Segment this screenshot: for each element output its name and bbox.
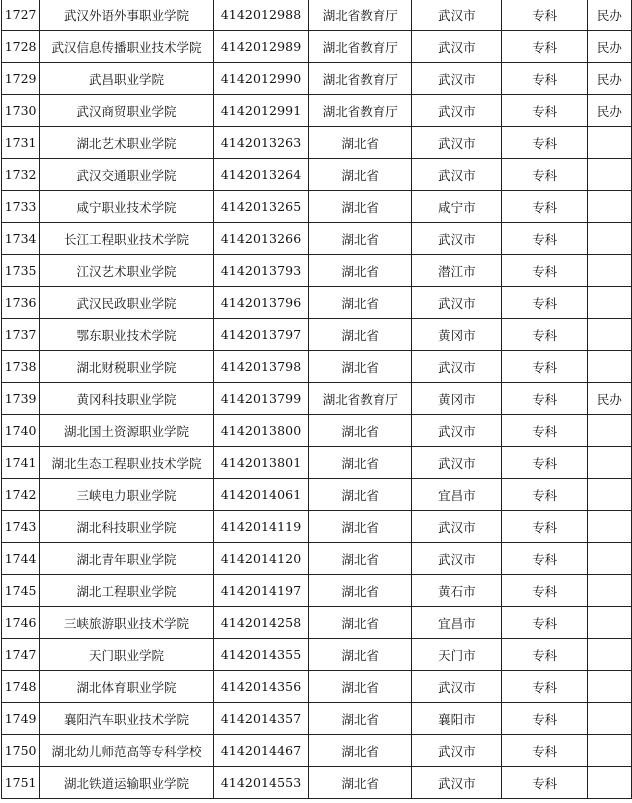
- school-code-cell: 4142014120: [213, 543, 308, 575]
- school-name-cell: 湖北铁道运输职业学院: [40, 767, 214, 799]
- row-number-cell: 1750: [2, 735, 40, 767]
- table-row: [2, 767, 632, 799]
- remark-cell: [587, 447, 631, 479]
- table-row: [2, 191, 632, 223]
- school-name-cell: 湖北工程职业学院: [40, 575, 214, 607]
- school-name-cell: 武汉外语外事职业学院: [40, 0, 214, 31]
- row-number-cell: 1734: [2, 223, 40, 255]
- school-code-cell: 4142013796: [213, 287, 308, 319]
- row-number-cell: 1747: [2, 639, 40, 671]
- remark-cell: [587, 575, 631, 607]
- row-number-cell: 1751: [2, 767, 40, 799]
- school-name-cell: 江汉艺术职业学院: [40, 255, 214, 287]
- school-code-cell: 4142013798: [213, 351, 308, 383]
- table-row: [2, 0, 632, 31]
- remark-cell: [587, 287, 631, 319]
- remark-cell: [587, 191, 631, 223]
- table-row: [2, 511, 632, 543]
- table-row: [2, 479, 632, 511]
- table-row: [2, 127, 632, 159]
- authority-cell: 湖北省: [309, 127, 412, 159]
- remark-cell: [587, 639, 631, 671]
- row-number-cell: 1738: [2, 351, 40, 383]
- school-list-table: [1, 0, 632, 799]
- table-row: [2, 31, 632, 63]
- school-code-cell: 4142014197: [213, 575, 308, 607]
- table-row: [2, 223, 632, 255]
- row-number-cell: 1745: [2, 575, 40, 607]
- city-cell: 宜昌市: [412, 607, 502, 639]
- authority-cell: 湖北省: [309, 223, 412, 255]
- school-name-cell: 湖北科技职业学院: [40, 511, 214, 543]
- authority-cell: 湖北省教育厅: [309, 383, 412, 415]
- table-row: [2, 383, 632, 415]
- row-number-cell: 1729: [2, 63, 40, 95]
- level-cell: 专科: [502, 0, 587, 31]
- level-cell: 专科: [502, 447, 587, 479]
- authority-cell: 湖北省: [309, 447, 412, 479]
- school-name-cell: 湖北国土资源职业学院: [40, 415, 214, 447]
- remark-cell: [587, 735, 631, 767]
- school-code-cell: 4142014467: [213, 735, 308, 767]
- row-number-cell: 1746: [2, 607, 40, 639]
- remark-cell: [587, 479, 631, 511]
- school-code-cell: 4142014258: [213, 607, 308, 639]
- authority-cell: 湖北省: [309, 479, 412, 511]
- city-cell: 潜江市: [412, 255, 502, 287]
- level-cell: 专科: [502, 575, 587, 607]
- row-number-cell: 1739: [2, 383, 40, 415]
- city-cell: 武汉市: [412, 95, 502, 127]
- school-code-cell: 4142012988: [213, 0, 308, 31]
- city-cell: 武汉市: [412, 0, 502, 31]
- city-cell: 咸宁市: [412, 191, 502, 223]
- level-cell: 专科: [502, 511, 587, 543]
- remark-cell: [587, 511, 631, 543]
- school-name-cell: 武汉商贸职业学院: [40, 95, 214, 127]
- remark-cell: [587, 319, 631, 351]
- authority-cell: 湖北省: [309, 159, 412, 191]
- authority-cell: 湖北省教育厅: [309, 95, 412, 127]
- city-cell: 武汉市: [412, 735, 502, 767]
- city-cell: 黄冈市: [412, 383, 502, 415]
- level-cell: 专科: [502, 63, 587, 95]
- authority-cell: 湖北省: [309, 639, 412, 671]
- row-number-cell: 1727: [2, 0, 40, 31]
- city-cell: 武汉市: [412, 415, 502, 447]
- city-cell: 天门市: [412, 639, 502, 671]
- school-name-cell: 武昌职业学院: [40, 63, 214, 95]
- school-code-cell: 4142013793: [213, 255, 308, 287]
- city-cell: 武汉市: [412, 31, 502, 63]
- authority-cell: 湖北省: [309, 351, 412, 383]
- level-cell: 专科: [502, 351, 587, 383]
- level-cell: 专科: [502, 543, 587, 575]
- authority-cell: 湖北省: [309, 735, 412, 767]
- school-name-cell: 黄冈科技职业学院: [40, 383, 214, 415]
- school-name-cell: 湖北艺术职业学院: [40, 127, 214, 159]
- school-code-cell: 4142012990: [213, 63, 308, 95]
- school-name-cell: 襄阳汽车职业技术学院: [40, 703, 214, 735]
- school-code-cell: 4142014119: [213, 511, 308, 543]
- school-name-cell: 三峡电力职业学院: [40, 479, 214, 511]
- remark-cell: [587, 767, 631, 799]
- authority-cell: 湖北省: [309, 287, 412, 319]
- table-row: [2, 671, 632, 703]
- row-number-cell: 1742: [2, 479, 40, 511]
- level-cell: 专科: [502, 31, 587, 63]
- level-cell: 专科: [502, 671, 587, 703]
- level-cell: 专科: [502, 639, 587, 671]
- city-cell: 武汉市: [412, 767, 502, 799]
- table-row: [2, 351, 632, 383]
- table-row: [2, 159, 632, 191]
- school-code-cell: 4142014355: [213, 639, 308, 671]
- authority-cell: 湖北省: [309, 415, 412, 447]
- authority-cell: 湖北省: [309, 575, 412, 607]
- school-code-cell: 4142014357: [213, 703, 308, 735]
- level-cell: 专科: [502, 127, 587, 159]
- level-cell: 专科: [502, 703, 587, 735]
- school-code-cell: 4142013264: [213, 159, 308, 191]
- remark-cell: 民办: [587, 95, 631, 127]
- school-name-cell: 湖北青年职业学院: [40, 543, 214, 575]
- table-row: [2, 415, 632, 447]
- authority-cell: 湖北省: [309, 255, 412, 287]
- level-cell: 专科: [502, 607, 587, 639]
- remark-cell: [587, 703, 631, 735]
- level-cell: 专科: [502, 223, 587, 255]
- row-number-cell: 1737: [2, 319, 40, 351]
- school-code-cell: 4142013263: [213, 127, 308, 159]
- school-name-cell: 武汉民政职业学院: [40, 287, 214, 319]
- school-name-cell: 武汉信息传播职业技术学院: [40, 31, 214, 63]
- city-cell: 黄冈市: [412, 319, 502, 351]
- table-row: [2, 575, 632, 607]
- school-name-cell: 武汉交通职业学院: [40, 159, 214, 191]
- remark-cell: [587, 543, 631, 575]
- school-name-cell: 咸宁职业技术学院: [40, 191, 214, 223]
- authority-cell: 湖北省教育厅: [309, 31, 412, 63]
- level-cell: 专科: [502, 255, 587, 287]
- school-name-cell: 湖北幼儿师范高等专科学校: [40, 735, 214, 767]
- school-code-cell: 4142012989: [213, 31, 308, 63]
- table-row: [2, 319, 632, 351]
- table-row: [2, 63, 632, 95]
- city-cell: 武汉市: [412, 511, 502, 543]
- authority-cell: 湖北省: [309, 191, 412, 223]
- remark-cell: [587, 159, 631, 191]
- city-cell: 武汉市: [412, 447, 502, 479]
- table-row: [2, 735, 632, 767]
- row-number-cell: 1730: [2, 95, 40, 127]
- level-cell: 专科: [502, 287, 587, 319]
- city-cell: 黄石市: [412, 575, 502, 607]
- table-row: [2, 447, 632, 479]
- level-cell: 专科: [502, 159, 587, 191]
- city-cell: 武汉市: [412, 671, 502, 703]
- table-row: [2, 255, 632, 287]
- row-number-cell: 1744: [2, 543, 40, 575]
- level-cell: 专科: [502, 767, 587, 799]
- level-cell: 专科: [502, 95, 587, 127]
- remark-cell: [587, 607, 631, 639]
- row-number-cell: 1736: [2, 287, 40, 319]
- school-code-cell: 4142013799: [213, 383, 308, 415]
- row-number-cell: 1749: [2, 703, 40, 735]
- authority-cell: 湖北省: [309, 543, 412, 575]
- authority-cell: 湖北省教育厅: [309, 63, 412, 95]
- city-cell: 武汉市: [412, 223, 502, 255]
- row-number-cell: 1728: [2, 31, 40, 63]
- city-cell: 宜昌市: [412, 479, 502, 511]
- row-number-cell: 1740: [2, 415, 40, 447]
- city-cell: 襄阳市: [412, 703, 502, 735]
- school-name-cell: 长江工程职业技术学院: [40, 223, 214, 255]
- remark-cell: [587, 127, 631, 159]
- level-cell: 专科: [502, 479, 587, 511]
- row-number-cell: 1748: [2, 671, 40, 703]
- table-row: [2, 287, 632, 319]
- school-code-cell: 4142014553: [213, 767, 308, 799]
- authority-cell: 湖北省: [309, 671, 412, 703]
- school-code-cell: 4142013265: [213, 191, 308, 223]
- school-name-cell: 天门职业学院: [40, 639, 214, 671]
- table-row: [2, 607, 632, 639]
- school-name-cell: 湖北体育职业学院: [40, 671, 214, 703]
- table-row: [2, 95, 632, 127]
- table-row: [2, 543, 632, 575]
- row-number-cell: 1743: [2, 511, 40, 543]
- level-cell: 专科: [502, 735, 587, 767]
- school-code-cell: 4142013801: [213, 447, 308, 479]
- authority-cell: 湖北省: [309, 511, 412, 543]
- city-cell: 武汉市: [412, 159, 502, 191]
- row-number-cell: 1735: [2, 255, 40, 287]
- level-cell: 专科: [502, 415, 587, 447]
- authority-cell: 湖北省: [309, 319, 412, 351]
- row-number-cell: 1732: [2, 159, 40, 191]
- school-code-cell: 4142014356: [213, 671, 308, 703]
- remark-cell: 民办: [587, 383, 631, 415]
- level-cell: 专科: [502, 319, 587, 351]
- row-number-cell: 1731: [2, 127, 40, 159]
- table-row: [2, 639, 632, 671]
- school-code-cell: 4142013800: [213, 415, 308, 447]
- authority-cell: 湖北省教育厅: [309, 0, 412, 31]
- school-code-cell: 4142013266: [213, 223, 308, 255]
- row-number-cell: 1733: [2, 191, 40, 223]
- remark-cell: [587, 671, 631, 703]
- remark-cell: [587, 415, 631, 447]
- school-name-cell: 湖北生态工程职业技术学院: [40, 447, 214, 479]
- city-cell: 武汉市: [412, 287, 502, 319]
- city-cell: 武汉市: [412, 63, 502, 95]
- school-name-cell: 湖北财税职业学院: [40, 351, 214, 383]
- city-cell: 武汉市: [412, 127, 502, 159]
- remark-cell: 民办: [587, 31, 631, 63]
- school-list-body: [2, 0, 632, 799]
- remark-cell: 民办: [587, 0, 631, 31]
- remark-cell: [587, 351, 631, 383]
- table-row: [2, 703, 632, 735]
- school-name-cell: 三峡旅游职业技术学院: [40, 607, 214, 639]
- authority-cell: 湖北省: [309, 767, 412, 799]
- remark-cell: [587, 223, 631, 255]
- authority-cell: 湖北省: [309, 607, 412, 639]
- row-number-cell: 1741: [2, 447, 40, 479]
- city-cell: 武汉市: [412, 351, 502, 383]
- school-code-cell: 4142013797: [213, 319, 308, 351]
- city-cell: 武汉市: [412, 543, 502, 575]
- school-code-cell: 4142012991: [213, 95, 308, 127]
- school-name-cell: 鄂东职业技术学院: [40, 319, 214, 351]
- level-cell: 专科: [502, 383, 587, 415]
- authority-cell: 湖北省: [309, 703, 412, 735]
- remark-cell: [587, 255, 631, 287]
- school-code-cell: 4142014061: [213, 479, 308, 511]
- level-cell: 专科: [502, 191, 587, 223]
- remark-cell: 民办: [587, 63, 631, 95]
